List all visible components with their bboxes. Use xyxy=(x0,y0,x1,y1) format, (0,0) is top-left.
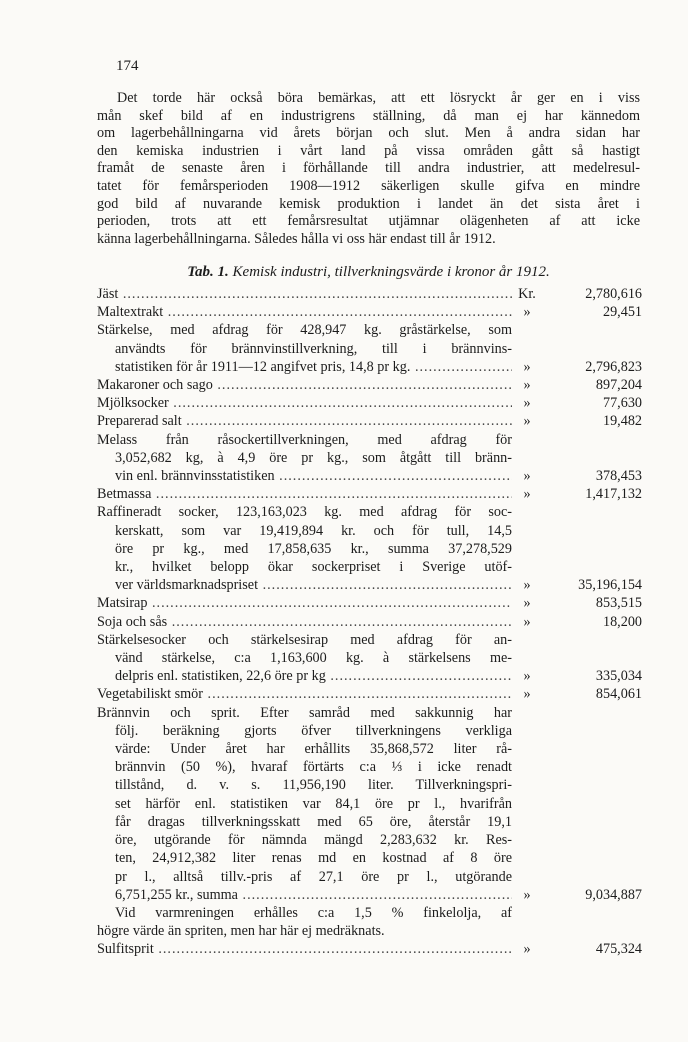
row-label-line: Melass från råsockertillverkningen, med afdrag för xyxy=(97,431,512,448)
row-label-line: öre pr kg., med 17,858,635 kr., summa 37,278,529 xyxy=(115,540,512,557)
row-label-line: värde: Under året har erhållits 35,868,572 liter rå- xyxy=(115,741,512,758)
row-label-line: vin enl. brännvinsstatistiken ..... xyxy=(97,467,512,485)
row-label-line: Vegetabiliskt smör ..... xyxy=(97,685,512,703)
row-label-line: följ. beräkning gjorts öfver tillverkningens verkliga xyxy=(115,722,512,739)
row-label-line: ver världsmarknadspriset ..... xyxy=(97,576,512,594)
row-label xyxy=(97,685,512,703)
production-table xyxy=(97,285,645,959)
row-value: 853,515 xyxy=(595,595,642,612)
row-label-line: statistiken för år 1911—12 angifvet pris, 14,8 pr kg. ..... xyxy=(97,358,512,376)
row-label-line: högre värde än spriten, men har här ej medräknats. xyxy=(97,923,385,940)
table-row xyxy=(97,704,645,904)
row-value: 2,796,823 xyxy=(585,358,642,375)
row-label-line: delpris enl. statistiken, 22,6 öre pr kg ..... xyxy=(97,667,512,685)
row-value: 475,324 xyxy=(595,941,642,958)
row-unit: » xyxy=(523,468,531,485)
intro-line: perioden, trots att ett femårsresultat utjämnar olägenheten af att icke xyxy=(97,213,640,230)
table-row xyxy=(97,613,645,631)
row-label-line: användts för brännvinstillverkning, till i brännvins- xyxy=(115,340,512,357)
row-label xyxy=(97,503,512,594)
row-label-line: Betmassa ..... xyxy=(97,485,512,503)
row-unit: » xyxy=(523,304,531,321)
row-unit: » xyxy=(523,486,531,503)
table-row xyxy=(97,394,645,412)
row-label-line: ten, 24,912,382 liter renas md en kostnad af 8 öre xyxy=(115,850,512,867)
intro-line: god bild af nuvarande kemisk produktion i landet än det sista året i xyxy=(97,195,640,212)
row-value: 18,200 xyxy=(602,613,642,630)
row-unit: » xyxy=(523,577,531,594)
table-row xyxy=(97,431,645,486)
table-row xyxy=(97,631,645,686)
row-label-line: 6,751,255 kr., summa ..... xyxy=(97,886,512,904)
row-value: 335,034 xyxy=(595,668,642,685)
row-label xyxy=(97,412,512,430)
table-title xyxy=(97,264,640,281)
row-value: 19,482 xyxy=(602,413,642,430)
row-value: 29,451 xyxy=(602,304,642,321)
row-label xyxy=(97,594,512,612)
table-row xyxy=(97,503,645,594)
table-row xyxy=(97,285,645,303)
intro-line: mån skef bild af en industrigrens ställning, då man ej har kännedom xyxy=(97,107,640,124)
row-label-line: Mjölksocker ..... xyxy=(97,394,512,412)
row-label-line: 3,052,682 kg, à 4,9 öre pr kg., som åtgått till bränn- xyxy=(115,449,512,466)
row-label xyxy=(97,285,512,303)
row-value: 854,061 xyxy=(595,686,642,703)
row-label xyxy=(97,394,512,412)
intro-line: tatet för femårsperioden 1908—1912 säkerligen skulle gifva en mindre xyxy=(97,177,640,194)
row-label xyxy=(97,704,512,904)
row-label-line: set härför enl. statistiken var 84,1 öre pr l., hvarifrån xyxy=(115,795,512,812)
table-row xyxy=(97,904,645,940)
row-unit: » xyxy=(523,668,531,685)
row-label-line: kerskatt, som var 19,419,894 kr. och för tull, 14,5 xyxy=(115,522,512,539)
row-label xyxy=(97,904,512,940)
row-unit: » xyxy=(523,886,531,903)
table-label: Tab. 1. xyxy=(187,264,229,280)
row-label-line: vänd stärkelse, c:a 1,163,600 kg. à stärkelsens me- xyxy=(115,650,512,667)
row-label xyxy=(97,431,512,486)
row-label-line: Sulfitsprit ..... xyxy=(97,940,512,958)
intro-line: den kemiska industrien i vårt land på vissa områden gått så hastigt xyxy=(97,142,640,159)
row-unit: » xyxy=(523,395,531,412)
row-label-line: pr l., alltså tillv.-pris af 27,1 öre pr l., utgörande xyxy=(115,868,512,885)
row-label-line: Maltextrakt ..... xyxy=(97,303,512,321)
table-row xyxy=(97,485,645,503)
row-label xyxy=(97,303,512,321)
row-unit: Kr. xyxy=(518,286,536,302)
row-unit: » xyxy=(523,358,531,375)
row-label-line: Jäst ..... xyxy=(97,285,512,303)
row-value: 9,034,887 xyxy=(585,886,642,903)
row-unit: » xyxy=(523,613,531,630)
row-label-line: Preparerad salt ..... xyxy=(97,412,512,430)
table-row xyxy=(97,412,645,430)
table-row xyxy=(97,376,645,394)
row-unit: » xyxy=(523,941,531,958)
row-label-line: Brännvin och sprit. Efter samråd med sakkunnig har xyxy=(97,704,512,721)
intro-line: framåt de senaste åren i förhållande till andra industrier, att medelresul- xyxy=(97,160,640,177)
row-value: 77,630 xyxy=(602,395,642,412)
intro-paragraph xyxy=(97,90,640,248)
row-label xyxy=(97,940,512,958)
row-label-line: Vid varmreningen erhålles c:a 1,5 % finkelolja, af xyxy=(115,904,512,921)
row-label xyxy=(97,613,512,631)
intro-line: Det torde här också böra bemärkas, att ett lösryckt år ger en i viss xyxy=(117,90,640,106)
row-label xyxy=(97,631,512,686)
row-label xyxy=(97,321,512,376)
table-caption: Kemisk industri, tillverkningsvärde i kronor år 1912. xyxy=(232,264,550,280)
row-value: 897,204 xyxy=(595,377,642,394)
row-label-line: Stärkelsesocker och stärkelsesirap med afdrag för an- xyxy=(97,631,512,648)
row-label-line: tillstånd, d. v. s. 11,956,190 liter. Tillverkningspri- xyxy=(115,777,512,794)
row-label-line: brännvin (50 %), hvaraf förtärts c:a ⅓ i icke renadt xyxy=(115,759,512,776)
table-row xyxy=(97,303,645,321)
row-label-line: öre, utgörande för nämnda mängd 2,283,632 kr. Res- xyxy=(115,832,512,849)
row-unit: » xyxy=(523,686,531,703)
row-unit: » xyxy=(523,413,531,430)
row-label-line: Raffineradt socker, 123,163,023 kg. med afdrag för soc- xyxy=(97,504,512,521)
intro-line: om lagerbehållningarna vid årets början och slut. Men å andra sidan har xyxy=(97,125,640,142)
intro-line: känna lagerbehållningarna. Således hålla vi oss här endast till år 1912. xyxy=(97,230,496,247)
table-row xyxy=(97,321,645,376)
row-label-line: Matsirap ..... xyxy=(97,594,512,612)
table-row xyxy=(97,940,645,958)
row-unit: » xyxy=(523,377,531,394)
row-label-line: Makaroner och sago ..... xyxy=(97,376,512,394)
row-unit: » xyxy=(523,595,531,612)
table-row xyxy=(97,685,645,703)
row-value: 35,196,154 xyxy=(578,577,642,594)
row-label-line: kr., hvilket belopp ökar sockerpriset i Sverige utöf- xyxy=(115,559,512,576)
row-value: 2,780,616 xyxy=(585,286,642,302)
row-label-line: Stärkelse, med afdrag för 428,947 kg. gråstärkelse, som xyxy=(97,322,512,339)
table-row xyxy=(97,594,645,612)
row-label-line: får dragas tillverkningsskatt med 65 öre, återstår 19,1 xyxy=(115,813,512,830)
row-label-line: Soja och sås ..... xyxy=(97,613,512,631)
row-label xyxy=(97,485,512,503)
row-value: 1,417,132 xyxy=(585,486,642,503)
row-value: 378,453 xyxy=(595,468,642,485)
page-number: 174 xyxy=(116,58,139,74)
row-label xyxy=(97,376,512,394)
